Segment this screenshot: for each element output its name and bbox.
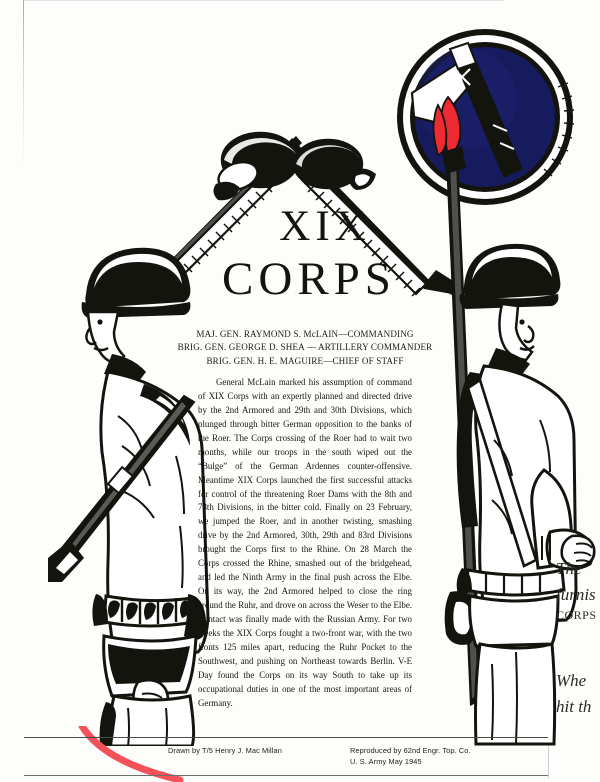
officer-line-commanding: MAJ. GEN. RAYMOND S. McLAIN—COMMANDING: [196, 329, 414, 339]
bleed-script-the: The: [556, 559, 582, 578]
scan-edge-left: [23, 0, 24, 170]
gi-soldier-right-illustration: [440, 140, 600, 750]
credit-drawn-by: [168, 745, 282, 756]
credit-reproduced-by: [350, 745, 471, 768]
credit-drawn-by-text: Drawn by T/5 Henry J. Mac Millan: [168, 746, 282, 755]
bleed-script-furnis: furnis: [556, 584, 596, 604]
footer-rule-top: [24, 737, 548, 738]
next-page-bleed-top: [556, 556, 600, 623]
credit-army-line: U. S. Army May 1945: [350, 757, 422, 767]
officer-line-artillery-commander: BRIG. GEN. GEORGE D. SHEA — ARTILLERY COMMANDER: [177, 342, 433, 353]
next-page-bleed-bottom: [556, 668, 600, 719]
campaign-narrative: [198, 376, 412, 711]
footer-rule-bottom: [24, 775, 548, 776]
title-xix: XIX: [279, 203, 371, 250]
campaign-narrative-paragraph: General McLain marked his assumption of command of XIX Corps with an expertly planned and directed drive by the 2nd Armored and 29th and 30th Divisions, which plunged through bitter German opposition to the banks of the Roer. The Corps crossing of the Roer had to wait two months, while our troops in the south wiped out the “Bulge” of the German Ardennes counter-offensive. Meantime XIX Corps launched the first successful attacks for control of the threatening Roer Dams with the 8th and 78th Divisions, in the bitter cold. Finally on 23 February, we jumped the Roer, and in another twisting, smashing drive by the 2nd Armored, 30th, 29th and 83rd Divisions brought the Corps first to the Rhine. On 28 March the Corps crossed the Rhine, smashed out of the bridgehead, and led the Ninth Army in the final push across the Elbe. On its way, the 2nd Armored helped to close the ring around the Ruhr, and drove on across the Weser to the Elbe. Contact was finally made with the Russian Army. For two weeks the XIX Corps fought a two-front war, with the two fronts 125 miles apart, reducing the Ruhr Pocket to the Southwest, and pushing on Northeast towards Berlin. V-E Day found the Corps on its way South to take up its occupational duties in one of the most important areas of Germany.: [198, 377, 412, 708]
title-corps: CORPS: [222, 253, 396, 305]
scan-edge-top: [24, 0, 504, 1]
bleed-script-whe: Whe: [556, 671, 587, 690]
officer-credits: [150, 328, 460, 368]
officer-line-chief-of-staff: BRIG. GEN. H. E. MAGUIRE—CHIEF OF STAFF: [206, 355, 404, 366]
bleed-script-hit-th: hit th: [556, 696, 592, 716]
page-title: [178, 205, 446, 306]
credit-reproduced-by-text: Reproduced by 62nd Engr. Top. Co.: [350, 746, 471, 755]
bleed-caps-corps: CORPS: [556, 608, 597, 622]
